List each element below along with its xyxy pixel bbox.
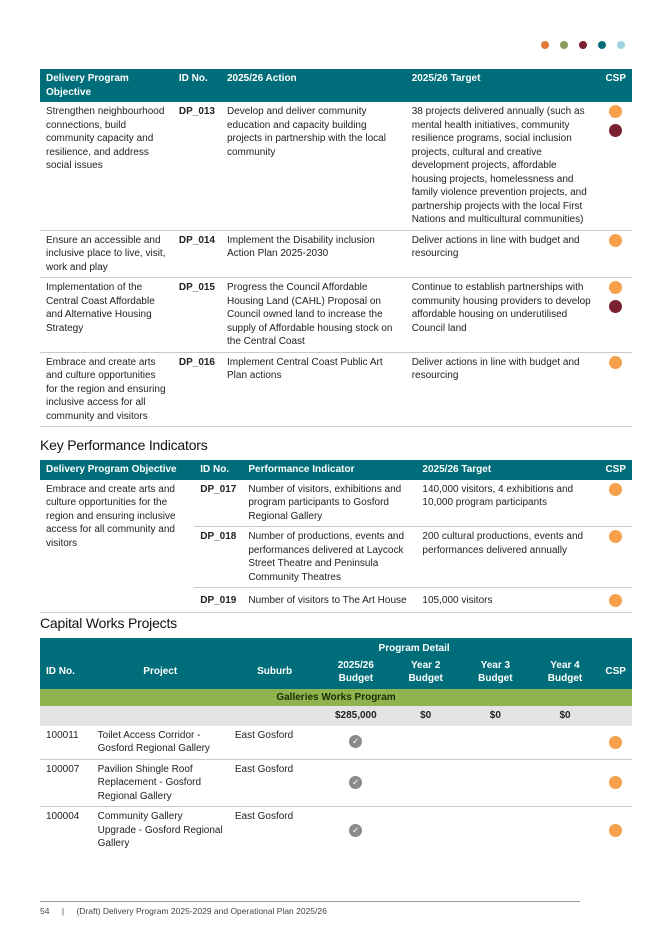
check-circle-icon: ✓ — [349, 824, 362, 837]
col-header-id: ID No. — [40, 656, 92, 689]
col-header-suburb: Suburb — [229, 656, 320, 689]
id-cell: DP_016 — [173, 352, 221, 427]
budget-check-cell — [320, 807, 391, 854]
footer-separator: | — [61, 906, 65, 916]
objective-cell: Strengthen neighbourhood connections, build community capacity and resilience, and address social issues — [40, 102, 173, 230]
col-header-target: 2025/26 Target — [416, 460, 599, 480]
action-cell: Implement Central Coast Public Art Plan actions — [221, 352, 406, 427]
table-header-row — [40, 460, 632, 480]
col-header-csp: CSP — [599, 460, 632, 480]
budget-check-cell — [320, 759, 391, 807]
table-row — [40, 807, 632, 854]
target-cell: 200 cultural productions, events and performances delivered annually — [416, 527, 599, 588]
col-header-year3-budget: Year 3 Budget — [460, 656, 531, 689]
col-header-csp: CSP — [599, 69, 632, 102]
col-header-target: 2025/26 Target — [406, 69, 600, 102]
capital-works-table — [40, 638, 632, 854]
col-header-indicator: Performance Indicator — [242, 460, 416, 480]
project-cell: Pavilion Shingle Roof Replacement - Gosford Regional Gallery — [92, 759, 229, 807]
action-cell: Develop and deliver community education and capacity building projects in partnership with the local community — [221, 102, 406, 230]
objective-cell: Embrace and create arts and culture opportunities for the region and ensuring inclusive access for all community and visitors — [40, 352, 173, 427]
action-cell: Progress the Council Affordable Housing Land (CAHL) Proposal on Council owned land to increase the supply of Affordable housing stock on the Central Coast — [221, 278, 406, 353]
capital-works-heading: Capital Works Projects — [40, 615, 177, 631]
table-row — [40, 278, 632, 353]
indicator-cell: Number of productions, events and performances delivered at Laycock Street Theatre and Peninsula Community Theatres — [242, 527, 416, 588]
csp-cell — [599, 480, 632, 527]
document-title: (Draft) Delivery Program 2025-2029 and Operational Plan 2025/26 — [76, 906, 327, 916]
col-header-objective: Delivery Program Objective — [40, 460, 194, 480]
id-cell: 100007 — [40, 759, 92, 807]
csp-orange-icon — [609, 234, 622, 247]
total-year3-budget: $0 — [460, 706, 531, 726]
col-header-year2-budget: Year 2 Budget — [391, 656, 460, 689]
col-header-action: 2025/26 Action — [221, 69, 406, 102]
csp-orange-icon — [609, 736, 622, 749]
table-row — [40, 480, 632, 527]
budget-totals-row — [40, 706, 632, 726]
csp-cell — [599, 527, 632, 588]
total-year2-budget: $0 — [391, 706, 460, 726]
suburb-cell: East Gosford — [234, 811, 294, 822]
csp-orange-icon — [609, 530, 622, 543]
dot-maroon-icon — [579, 41, 587, 49]
table-row — [40, 102, 632, 230]
id-cell: 100011 — [40, 726, 92, 760]
csp-maroon-icon — [609, 300, 622, 313]
table-header-row — [40, 638, 632, 656]
csp-orange-icon — [609, 281, 622, 294]
dot-olive-icon — [560, 41, 568, 49]
total-year4-budget: $0 — [531, 706, 600, 726]
page-footer — [40, 906, 327, 916]
id-cell: DP_015 — [173, 278, 221, 353]
csp-cell — [599, 278, 632, 353]
csp-orange-icon — [609, 594, 622, 607]
csp-cell — [599, 102, 632, 230]
table-row — [40, 352, 632, 427]
csp-cell — [599, 759, 632, 807]
objective-cell: Ensure an accessible and inclusive place to live, visit, work and play — [40, 230, 173, 278]
id-cell: 100004 — [46, 811, 80, 822]
csp-orange-icon — [609, 356, 622, 369]
dot-orange-icon — [541, 41, 549, 49]
dot-lightblue-icon — [617, 41, 625, 49]
col-header-project: Project — [92, 656, 229, 689]
table-row — [40, 230, 632, 278]
id-cell: DP_017 — [194, 480, 242, 527]
target-cell: Deliver actions in line with budget and resourcing — [406, 230, 600, 278]
csp-cell — [599, 807, 632, 854]
project-cell: Toilet Access Corridor - Gosford Regional Gallery — [92, 726, 229, 760]
target-cell: 38 projects delivered annually (such as mental health initiatives, community resilience programs, social inclusion projects, cultural and creative development projects, affordable housing projects, homelessness and family violence prevention projects, and partnership projects with the local First Nations and multicultural communities) — [406, 102, 600, 230]
col-header-id: ID No. — [194, 460, 242, 480]
target-cell: 105,000 visitors — [416, 588, 599, 613]
objective-cell: Embrace and create arts and culture opportunities for the region and ensuring inclusive access for all community and visitors — [40, 480, 194, 613]
program-detail-header: Program Detail — [229, 638, 600, 656]
csp-maroon-icon — [609, 124, 622, 137]
col-header-csp: CSP — [599, 656, 632, 689]
page-number: 54 — [40, 906, 50, 916]
check-circle-icon: ✓ — [349, 776, 362, 789]
csp-orange-icon — [609, 105, 622, 118]
suburb-cell: East Gosford — [229, 726, 320, 760]
csp-cell — [599, 588, 632, 613]
id-cell: DP_014 — [173, 230, 221, 278]
col-header-objective: Delivery Program Objective — [40, 69, 173, 102]
id-cell: DP_019 — [194, 588, 242, 613]
program-name: Galleries Works Program — [40, 689, 632, 707]
table-row — [40, 726, 632, 760]
decorative-dots — [541, 41, 625, 49]
indicator-cell: Number of visitors, exhibitions and program participants to Gosford Regional Gallery — [242, 480, 416, 527]
csp-cell — [599, 352, 632, 427]
id-cell: DP_018 — [194, 527, 242, 588]
dot-teal-icon — [598, 41, 606, 49]
action-cell: Implement the Disability inclusion Action Plan 2025-2030 — [221, 230, 406, 278]
csp-cell — [599, 726, 632, 760]
target-cell: Deliver actions in line with budget and resourcing — [406, 352, 600, 427]
col-header-year4-budget: Year 4 Budget — [531, 656, 600, 689]
table-header-row — [40, 69, 632, 102]
target-cell: 140,000 visitors, 4 exhibitions and 10,000 program participants — [416, 480, 599, 527]
budget-check-cell — [320, 726, 391, 760]
col-header-budget-2025-26: 2025/26 Budget — [320, 656, 391, 689]
total-budget-2025-26: $285,000 — [320, 706, 391, 726]
csp-orange-icon — [609, 483, 622, 496]
csp-cell — [599, 230, 632, 278]
table-header-row — [40, 656, 632, 689]
indicator-cell: Number of visitors to The Art House — [242, 588, 416, 613]
objective-cell: Implementation of the Central Coast Affordable and Alternative Housing Strategy — [40, 278, 173, 353]
program-band-row — [40, 689, 632, 707]
csp-orange-icon — [609, 824, 622, 837]
suburb-cell: East Gosford — [229, 759, 320, 807]
footer-divider — [40, 901, 580, 902]
target-cell: Continue to establish partnerships with community housing providers to develop affordable housing on underutilised Council land — [406, 278, 600, 353]
kpi-heading: Key Performance Indicators — [40, 437, 208, 453]
id-cell: DP_013 — [173, 102, 221, 230]
table-row — [40, 759, 632, 807]
kpi-table — [40, 460, 632, 613]
project-cell: Community Gallery Upgrade - Gosford Regional Gallery — [97, 811, 223, 849]
delivery-program-table — [40, 69, 632, 427]
col-header-id: ID No. — [173, 69, 221, 102]
csp-orange-icon — [609, 776, 622, 789]
check-circle-icon: ✓ — [349, 735, 362, 748]
